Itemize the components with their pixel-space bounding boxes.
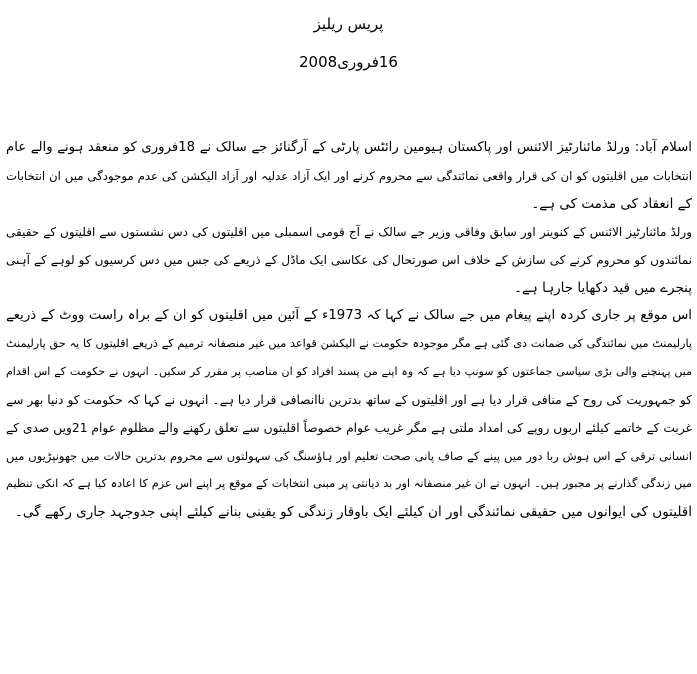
body-line: پنجرے میں قید دکھایا جارہا ہے۔ [514, 280, 692, 296]
body-line: انتخابات میں اقلیتوں کو ان کی قرار واقعی نمائندگی سے محروم کرنے اور ایک آزاد عدلیہ اور آزاد الیکشن کی عدم موجودگی میں ان انتخابات [6, 169, 692, 183]
body-line: میں زندگی گذارنے پر مجبور ہیں۔ انہوں نے ان غیر منصفانہ اور بد دیانتی پر مبنی انتخابات کے موقع پر اپنے اس عزم کا اعادہ کیا ہے کہ انکی تنظیم [6, 477, 692, 490]
document-title: پریس ریلیز [313, 15, 384, 33]
document-date: 16فروری2008 [299, 53, 398, 71]
body-line: اسلام آباد: ورلڈ مائنارٹیز الائنس اور پاکستان ہیومین رائٹس پارٹی کے آرگنائز جے سالک نے 18فروری کو منعقد ہونے والے عام [6, 140, 692, 155]
body-line: انسانی ترقی کے اس ہوش ربا دور میں پینے کے صاف پانی صحت تعلیم اور ہاؤسنگ کی سہولتوں سے محروم بدترین حالات میں جھونپڑیوں میں [6, 449, 692, 463]
body-line: غربت کے خاتمے کیلئے اربوں روپے کی امداد ملتی ہے مگر غریب عوام خصوصاً اقلیتوں سے تعلق رکھنے والے مظلوم عوام 21ویں صدی کے [6, 421, 692, 435]
body-line: کو جمہوریت کی روح کے منافی قرار دیا ہے اور اقلیتوں کے ساتھ بدترین ناانصافی قرار دیا ہے۔ انہوں نے کہا کہ حکومت کو دنیا بھر سے [6, 393, 692, 407]
document-body [6, 134, 692, 526]
body-line: میں پہنچنے والی بڑی سیاسی جماعتوں کو سونپ دیا ہے کہ وہ اپنے من پسند افراد کو ان مناصب پر مقرر کر سکیں۔ انہوں نے حکومت کے اس اقدام [6, 365, 692, 378]
body-line: اقلیتوں کی ایوانوں میں حقیقی نمائندگی اور ان کیلئے ایک باوقار زندگی کو یقینی بنانے کیلئے اپنی جدوجہد جاری رکھے گی۔ [14, 504, 692, 520]
body-line: پارلیمنٹ میں نمائندگی کی ضمانت دی گئی ہے مگر موجودہ حکومت نے الیکشن قواعد میں غیر منصفانہ ترمیم کے ذریعے اقلیتوں کا یہ حق پارلیمنٹ [6, 337, 692, 350]
body-line: کے انعقاد کی مذمت کی ہے۔ [531, 196, 692, 212]
body-line: اس موقع پر جاری کردہ اپنے پیغام میں جے سالک نے کہا کہ 1973ء کے آئین میں اقلیتوں کو ان کے براہ راست ووٹ کے ذریعے [6, 308, 692, 323]
body-line: نمائندوں کو محروم کرنے کی سازش کے خلاف اس صورتحال کی عکاسی ایک ماڈل کے ذریعے کی جس میں دس کرسیوں کو لوہے کے آہنی [6, 253, 692, 267]
body-line: ورلڈ مائنارٹیز الائنس کے کنوینر اور سابق وفاقی وزیر جے سالک نے آج قومی اسمبلی میں اقلیتوں کی دس نشستوں سے اقلیتوں کے حقیقی [6, 225, 692, 239]
